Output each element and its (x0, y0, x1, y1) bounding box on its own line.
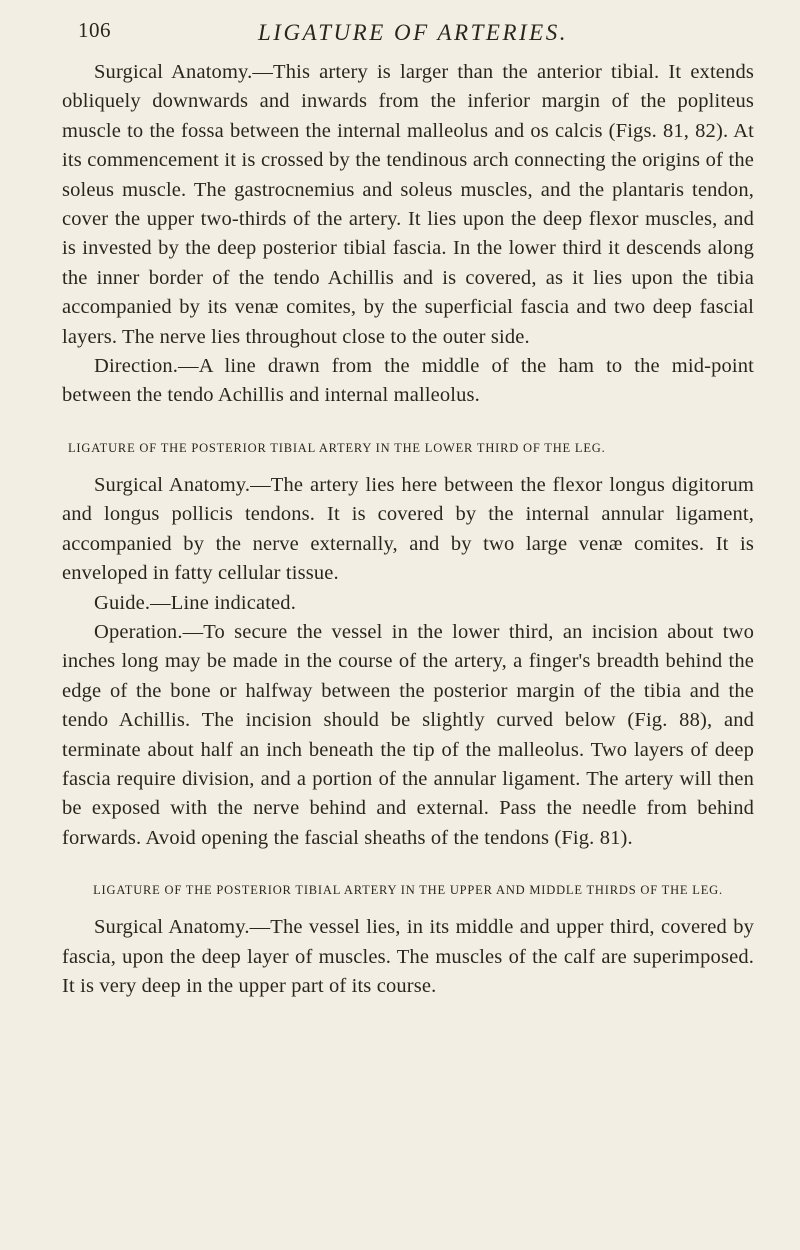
paragraph-operation: Operation.—To secure the vessel in the lower third, an incision about two inches long may be made in the course of the artery, a finger's breadth behind the edge of the bone or halfway between the posterior margin of the tibia and the tendo Achillis. The incision should be slightly curved below (Fig. 88), and terminate about half an inch beneath the tip of the malleolus. Two layers of deep fascia require division, and a portion of the annular ligament. The artery will then be exposed with the nerve behind and external. Pass the needle from behind forwards. Avoid opening the fascial sheaths of the tendons (Fig. 81). (62, 620, 754, 849)
running-title: LIGATURE OF ARTERIES. (258, 20, 568, 45)
paragraph-surgical-anatomy: Surgical Anatomy.—This artery is larger than the anterior tibial. It extends obliquely downwards and inwards from the inferior margin of the popliteus muscle to the fossa between the internal malleolus and os calcis (Figs. 81, 82). At its commencement it is crossed by the tendinous arch connecting the origins of the soleus muscle. The gastrocnemius and soleus muscles, and the plantaris tendon, cover the upper two-thirds of the artery. It lies upon the deep flexor muscles, and is invested by the deep posterior tibial fascia. In the lower third it descends along the inner border of the tendo Achillis and is covered, as it lies upon the tibia accompanied by its venæ comites, by the superficial fascia and two deep fascial layers. The nerve lies throughout close to the outer side. (62, 61, 754, 348)
paragraph-direction: Direction.—A line drawn from the middle of the ham to the mid-point between the tendo Achillis and internal malleolus. (62, 355, 754, 407)
page-body (62, 58, 754, 1001)
paragraph-surgical-anatomy-upper: Surgical Anatomy.—The vessel lies, in its middle and upper third, covered by fascia, upon the deep layer of muscles. The muscles of the calf are superimposed. It is very deep in the upper part of its course. (62, 916, 754, 997)
paragraph-surgical-anatomy-lower: Surgical Anatomy.—The artery lies here between the flexor longus digitorum and longus pollicis tendons. It is covered by the internal annular ligament, accompanied by the nerve externally, and by two large venæ comites. It is enveloped in fatty cellular tissue. (62, 473, 754, 585)
section-heading-upper-middle-thirds: LIGATURE OF THE POSTERIOR TIBIAL ARTERY IN THE UPPER AND MIDDLE THIRDS OF THE LEG. (93, 883, 723, 898)
section-heading-lower-third: LIGATURE OF THE POSTERIOR TIBIAL ARTERY IN THE LOWER THIRD OF THE LEG. (68, 440, 606, 455)
page-number: 106 (78, 18, 111, 42)
page-header (0, 18, 800, 54)
paragraph-guide: Guide.—Line indicated. (94, 591, 296, 614)
